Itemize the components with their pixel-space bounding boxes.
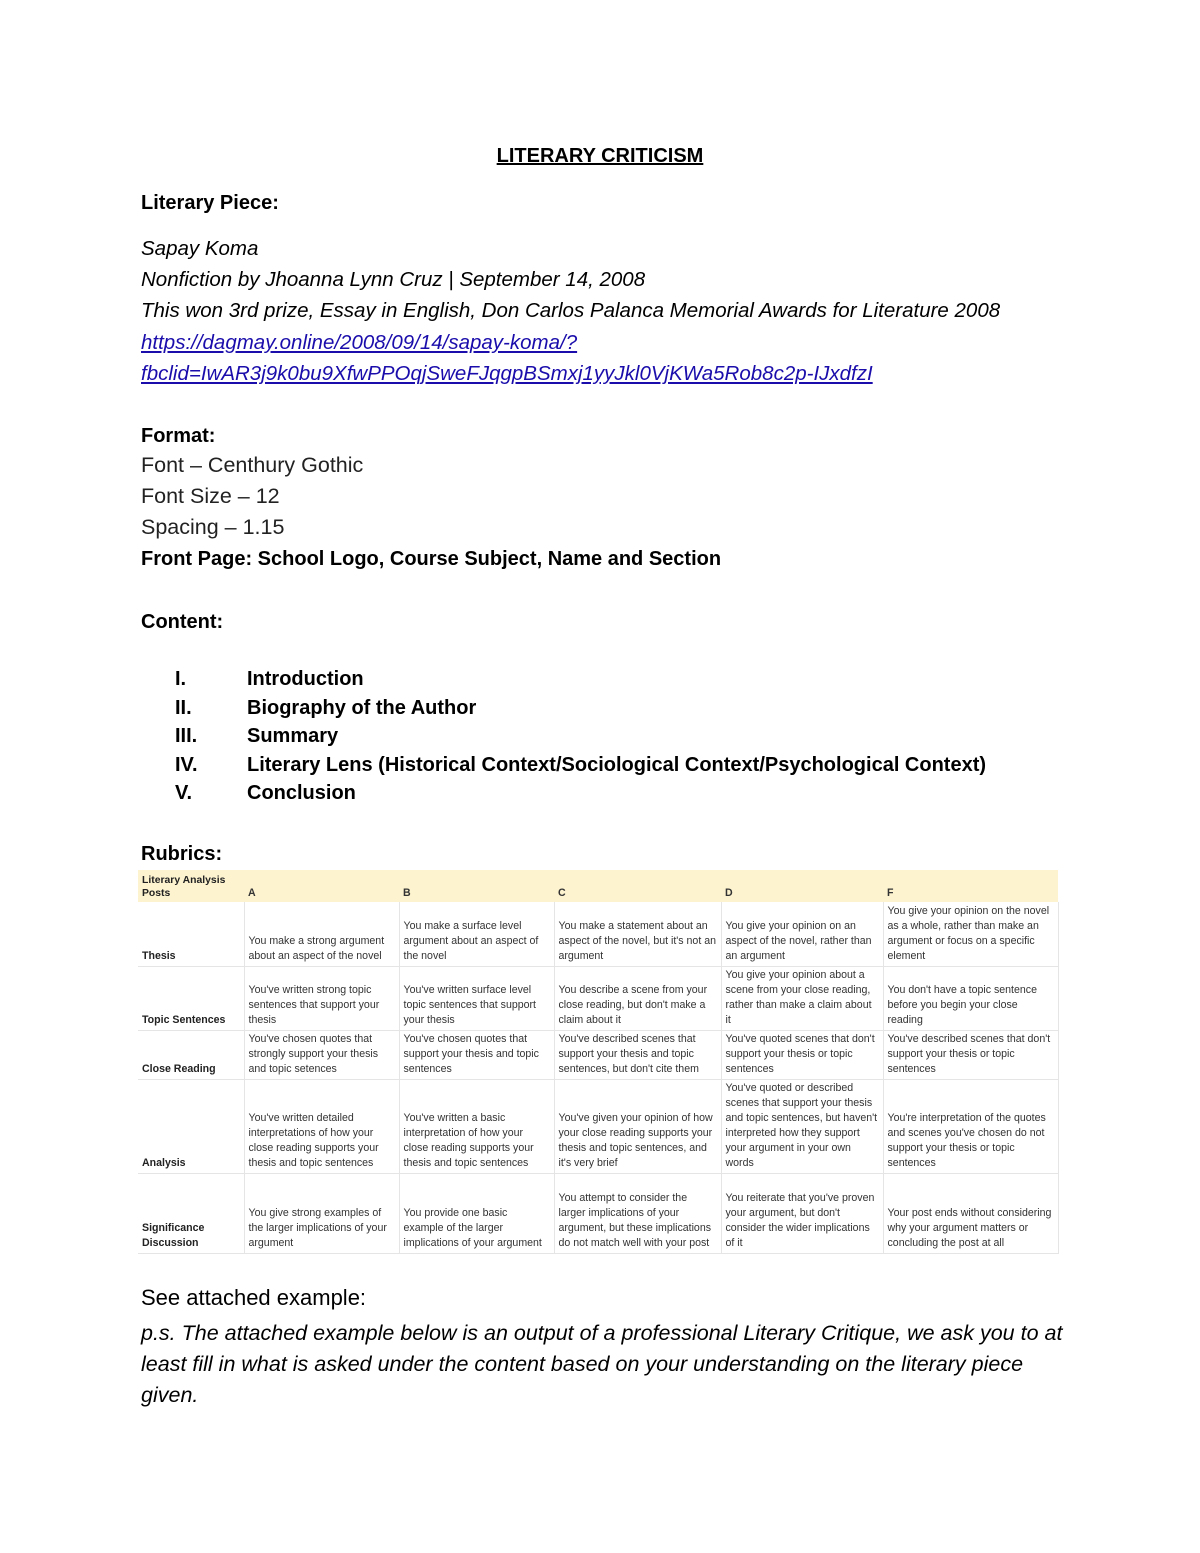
rubric-row: [138, 1030, 1058, 1079]
rubric-criterion: Topic Sentences: [138, 966, 244, 1030]
rubric-cell: You give your opinion about a scene from your close reading, rather than make a claim about it: [721, 966, 883, 1030]
rubric-header-grade: B: [399, 870, 554, 902]
rubric-cell: You've written surface level topic sentences that support your thesis: [399, 966, 554, 1030]
rubric-cell: You've quoted or described scenes that support your thesis and topic sentences, but haven't interpreted how they support your argument in your own words: [721, 1079, 883, 1173]
rubric-cell: You've chosen quotes that strongly support your thesis and topic setences: [244, 1030, 399, 1079]
rubric-row: [138, 966, 1058, 1030]
rubric-cell: You've chosen quotes that support your thesis and topic sentences: [399, 1030, 554, 1079]
outline-label: Literary Lens (Historical Context/Sociological Context/Psychological Context): [247, 753, 987, 776]
rubric-criterion: Analysis: [138, 1079, 244, 1173]
outline-label: Introduction: [247, 668, 364, 690]
outline-item: [175, 754, 986, 783]
rubric-header-grade: C: [554, 870, 721, 902]
rubric-cell: You make a strong argument about an aspect of the novel: [244, 902, 399, 966]
literary-piece-heading: Literary Piece:: [141, 192, 279, 214]
rubrics-heading: Rubrics:: [141, 843, 223, 865]
rubric-header-grade: D: [721, 870, 883, 902]
rubric-cell: You don't have a topic sentence before you begin your close reading: [883, 966, 1058, 1030]
rubric-row: [138, 902, 1058, 966]
outline-item: [175, 668, 986, 697]
source-link-line-1[interactable]: https://dagmay.online/2008/09/14/sapay-koma/?: [141, 331, 578, 354]
rubric-criterion: Thesis: [138, 902, 244, 966]
byline: Nonfiction by Jhoanna Lynn Cruz | September 14, 2008: [141, 268, 646, 291]
page-title: LITERARY CRITICISM: [496, 145, 704, 167]
rubric-cell: You provide one basic example of the larger implications of your argument: [399, 1173, 554, 1253]
rubric-header-grade: A: [244, 870, 399, 902]
outline-label: Summary: [247, 725, 339, 747]
rubric-cell: You've written strong topic sentences that support your thesis: [244, 966, 399, 1030]
rubric-cell: You make a surface level argument about an aspect of the novel: [399, 902, 554, 966]
format-front-page: Front Page: School Logo, Course Subject, Name and Section: [141, 548, 722, 570]
rubric-row: [138, 1079, 1058, 1173]
outline-item: [175, 725, 986, 754]
rubric-cell: You've quoted scenes that don't support your thesis or topic sentences: [721, 1030, 883, 1079]
outline-number: V.: [175, 782, 193, 804]
rubric-table: [138, 870, 1059, 1254]
outline-item: [175, 782, 986, 811]
outline-label: Biography of the Author: [247, 696, 477, 719]
rubric-cell: You give your opinion on the novel as a whole, rather than make an argument or focus on a specific element: [883, 902, 1058, 966]
format-heading: Format:: [141, 425, 216, 447]
outline-number: III.: [175, 725, 198, 747]
rubric-cell: You've described scenes that support your thesis and topic sentences, but don't cite them: [554, 1030, 721, 1079]
source-link-line-2[interactable]: fbclid=IwAR3j9k0bu9XfwPPOqjSweFJqgpBSmxj1yyJkl0VjKWa5Rob8c2p-IJxdfzI: [141, 362, 873, 385]
rubric-cell: You reiterate that you've proven your argument, but don't consider the wider implications of it: [721, 1173, 883, 1253]
rubric-header-row: [138, 870, 1058, 902]
rubric-cell: You make a statement about an aspect of the novel, but it's not an argument: [554, 902, 721, 966]
rubric-criterion: Close Reading: [138, 1030, 244, 1079]
outline-number: I.: [175, 668, 187, 690]
rubric-criterion: Significance Discussion: [138, 1173, 244, 1253]
rubric-cell: You give your opinion on an aspect of the novel, rather than an argument: [721, 902, 883, 966]
rubric-cell: You've written detailed interpretations of how your close reading supports your thesis and topic sentences: [244, 1079, 399, 1173]
rubric-cell: You've described scenes that don't support your thesis or topic sentences: [883, 1030, 1058, 1079]
rubric-cell: You've written a basic interpretation of how your close reading supports your thesis and topic sentences: [399, 1079, 554, 1173]
format-font-size: Font Size – 12: [141, 484, 280, 508]
rubric-header-criterion: Literary Analysis Posts: [138, 870, 244, 902]
example-heading: See attached example:: [141, 1285, 367, 1310]
rubric-row: [138, 1173, 1058, 1253]
example-note: p.s. The attached example below is an output of a professional Literary Critique, we ask you to at least fill in what is asked under the content based on your understanding on the literary piece given.: [141, 1321, 1063, 1407]
format-font: Font – Centhury Gothic: [141, 453, 364, 477]
outline-number: IV.: [175, 753, 198, 776]
format-spacing: Spacing – 1.15: [141, 515, 285, 539]
outline-label: Conclusion: [247, 782, 356, 804]
content-heading: Content:: [141, 611, 224, 633]
rubric-cell: You give strong examples of the larger implications of your argument: [244, 1173, 399, 1253]
rubric-cell: You've given your opinion of how your close reading supports your thesis and topic sentences, and it's very brief: [554, 1079, 721, 1173]
work-title: Sapay Koma: [141, 237, 259, 260]
rubric-cell: Your post ends without considering why your argument matters or concluding the post at all: [883, 1173, 1058, 1253]
outline-item: [175, 697, 986, 726]
rubric-header-grade: F: [883, 870, 1058, 902]
rubric-table-container: [138, 870, 1058, 1254]
outline-number: II.: [175, 696, 192, 719]
rubric-cell: You describe a scene from your close reading, but don't make a claim about it: [554, 966, 721, 1030]
content-outline: [175, 668, 986, 811]
award-line: This won 3rd prize, Essay in English, Don Carlos Palanca Memorial Awards for Literature 2008: [141, 299, 1001, 322]
rubric-cell: You attempt to consider the larger implications of your argument, but these implications do not match well with your post: [554, 1173, 721, 1253]
rubric-cell: You're interpretation of the quotes and scenes you've chosen do not support your thesis or topic sentences: [883, 1079, 1058, 1173]
